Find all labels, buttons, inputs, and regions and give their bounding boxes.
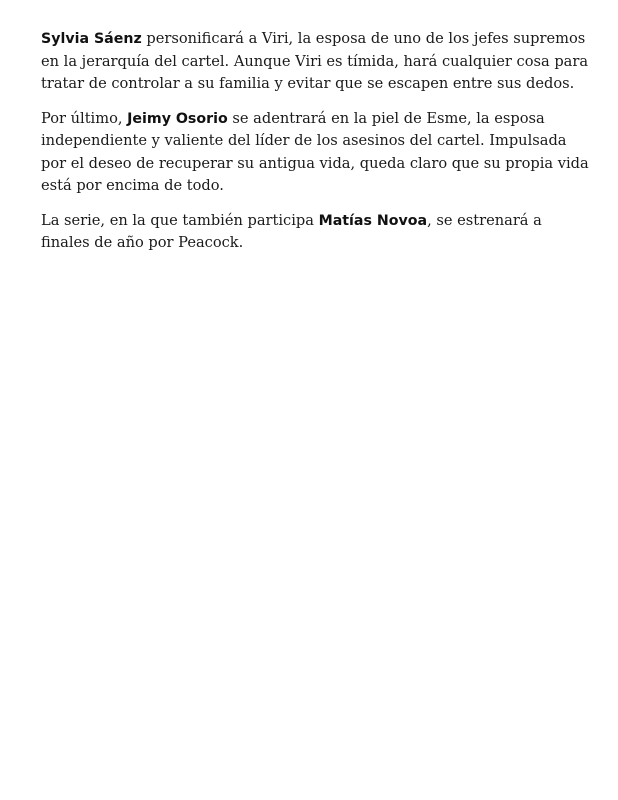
paragraph-text: , se estrenará a finales de año por Peacock. [41,211,542,251]
actor-name: Jeimy Osorio [127,110,228,127]
paragraph-lead: La serie, en la que también participa [41,211,319,229]
article-body [41,28,589,267]
actor-name: Matías Novoa [318,212,428,229]
paragraph-lead: Por último, [41,109,128,127]
paragraph-sylvia-saenz [41,28,589,96]
actor-name: Sylvia Sáenz [41,31,142,47]
paragraph-jeimy-osorio [41,108,589,198]
paragraph-text: se adentrará en la piel de Esme, la esposa independiente y valiente del líder de los asesinos del cartel. Impulsada por el deseo de recuperar su antigua vida, queda claro que su propia vida está por encima de todo. [41,109,589,194]
paragraph-matias-novoa [41,210,589,255]
paragraph-text: personificará a Viri, la esposa de uno de los jefes supremos en la jerarquía del cartel. Aunque Viri es tímida, hará cualquier cosa para tratar de controlar a su familia y evitar que se escapen entre sus dedos. [41,30,589,92]
